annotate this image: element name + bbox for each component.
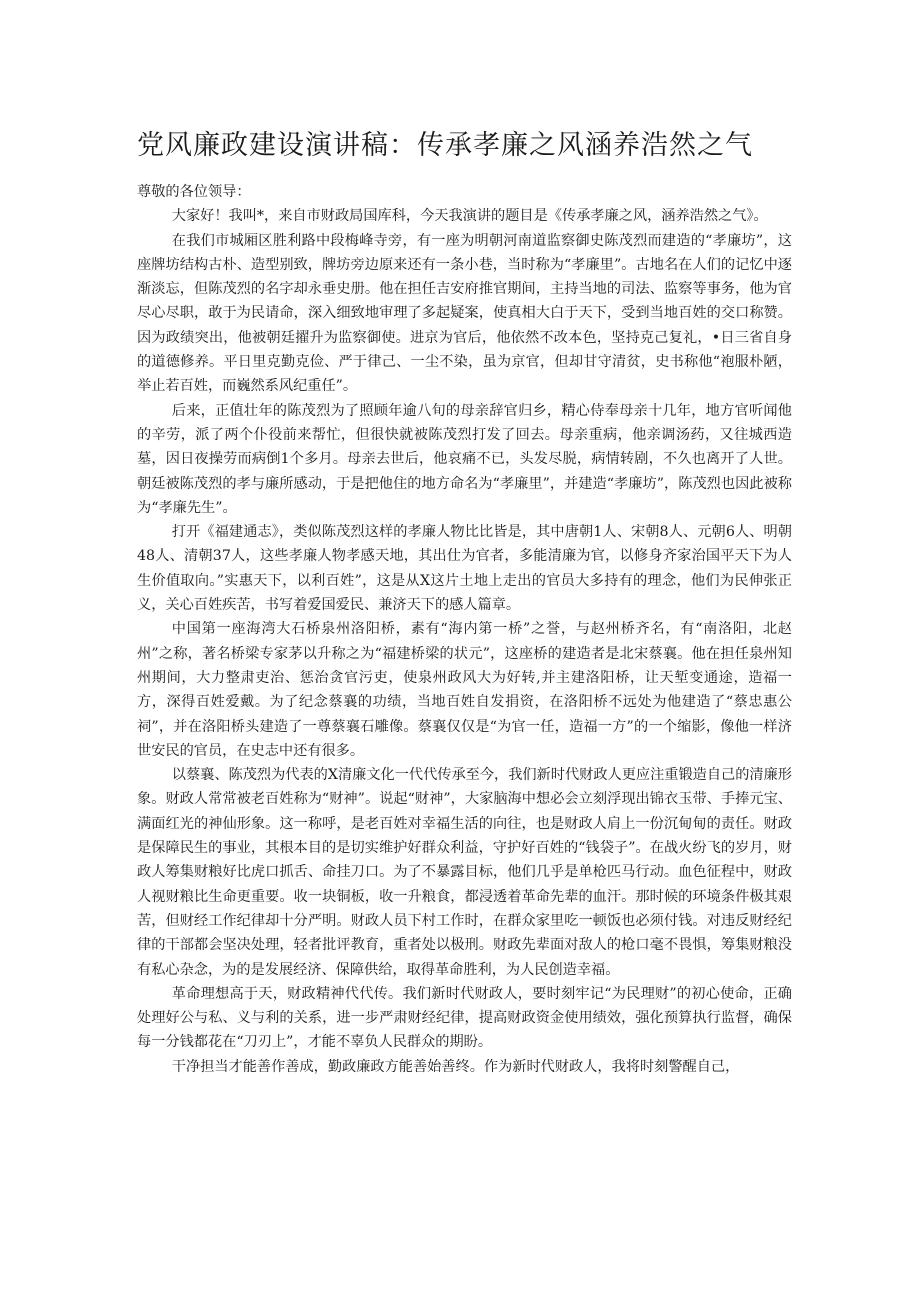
paragraph-clean-duty: 干净担当才能善作善成，勤政廉政方能善始善终。作为新时代财政人，我将时刻警醒自己，	[171, 1058, 740, 1075]
paragraph-finance-image: 以蔡襄、陈茂烈为代表的X清廉文化一代代传承至今，我们新时代财政人更应注重锻造自己的清廉形象。财政人常常被老百姓称为“财神”。说起“财神”，大家脑海中想必会立刻浮现出锦衣玉带、手捧元宝、满面红光的神仙形象。这一称呼，是老百姓对幸福生活的向往，也是财政人肩上一份沉甸甸的责任。财政是保障民生的事业，其根本目的是切实维护好群众利益，守护好百姓的“钱袋子”。在战火纷飞的岁月，财政人筹集财粮好比虎口抓舌、命挂刀口。为了不暴露目标，他们几乎是单枪匹马行动。血色征程中，财政人视财粮比生命更重要。收一块铜板，收一升粮食，都浸透着革命先辈的血汗。那时候的环境条件极其艰苦，但财经工作纪律却十分严明。财政人员下村工作时，在群众家里吃一顿饭也必须付钱。对违反财经纪律的干部都会坚决处理，轻者批评教育，重者处以极刑。财政先辈面对敌人的枪口毫不畏惧，筹集财粮没有私心杂念，为的是发展经济、保障供给，取得革命胜利，为人民创造幸福。	[137, 767, 792, 978]
document-body	[137, 180, 792, 1079]
paragraph-xiaolian-fang: 在我们市城厢区胜利路中段梅峰寺旁，有一座为明朝河南道监察御史陈茂烈而建造的“孝廉坊”，这座牌坊结构古朴、造型别致，牌坊旁边原来还有一条小巷，当时称为“孝廉里”。古地名在人们的记忆中逐渐淡忘，但陈茂烈的名字却永垂史册。他在担任吉安府推官期间，主持当地的司法、监察等事务，他为官尽心尽职，敢于为民请命，深入细致地审理了多起疑案，使真相大白于天下，受到当地百姓的交口称赞。因为政绩突出，他被朝廷擢升为监察御使。进京为官后，他依然不改本色，坚持克己复礼，•日三省自身的道德修养。平日里克勤克俭、严于律己、一尘不染，虽为京官，但却甘守清贫，史书称他“袍服朴陋，举止若百姓，而巍然系风纪重任”。	[137, 232, 792, 395]
paragraph-filial-duty: 后来，正值壮年的陈茂烈为了照顾年逾八旬的母亲辞官归乡，精心侍奉母亲十几年，地方官听闻他的辛劳，派了两个仆役前来帮忙，但很快就被陈茂烈打发了回去。母亲重病，他亲调汤药，又往城西造墓，因日夜操劳而病倒1个多月。母亲去世后，他哀痛不已，头发尽脱，病情转剧，不久也离开了人世。朝廷被陈茂烈的孝与廉所感动，于是把他住的地方命名为“孝廉里”，并建造“孝廉坊”，陈茂烈也因此被称为“孝廉先生”。	[137, 402, 792, 516]
paragraph-revolution-ideal: 革命理想高于天，财政精神代代传。我们新时代财政人，要时刻牢记“为民理财”的初心使命，正确处理好公与私、义与利的关系，进一步严肃财经纪律，提高财政资金使用绩效，强化预算执行监督，确保每一分钱都花在“刀刃上”，才能不辜负人民群众的期盼。	[137, 985, 792, 1051]
document-title: 党风廉政建设演讲稿：传承孝廉之风涵养浩然之气	[137, 130, 753, 161]
salutation: 尊敬的各位领导：	[137, 184, 251, 200]
paragraph-fujian-records: 打开《福建通志》，类似陈茂烈这样的孝廉人物比比皆是，其中唐朝1人、宋朝8人、元朝6人、明朝48人、清朝37人，这些孝廉人物孝感天地，其出仕为官者，多能清廉为官，以修身齐家治国平天下为人生价值取向。”实惠天下，以利百姓”，这是从X这片土地上走出的官员大多持有的理念，他们为民伸张正义，关心百姓疾苦，书写着爱国爱民、兼济天下的感人篇章。	[137, 524, 792, 614]
paragraph-luoyang-bridge: 中国第一座海湾大石桥泉州洛阳桥，素有“海内第一桥”之誉，与赵州桥齐名，有“南洛阳，北赵州”之称，著名桥梁专家茅以升称之为“福建桥梁的状元”，这座桥的建造者是北宋蔡襄。他在担任泉州知州期间，大力整肃吏治、惩治贪官污吏，使泉州政风大为好转,并主建洛阳桥，让天堑变通途，造福一方，深得百姓爱戴。为了纪念蔡襄的功绩，当地百姓自发捐资，在洛阳桥不远处为他建造了“蔡忠惠公祠”，并在洛阳桥头建造了一尊蔡襄石雕像。蔡襄仅仅是“为官一任，造福一方”的一个缩影，像他一样济世安民的官员，在史志中还有很多。	[137, 621, 792, 759]
paragraph-greeting: 大家好！我叫*，来自市财政局国库科，今天我演讲的题目是《传承孝廉之风，涵养浩然之气》。	[171, 208, 768, 225]
